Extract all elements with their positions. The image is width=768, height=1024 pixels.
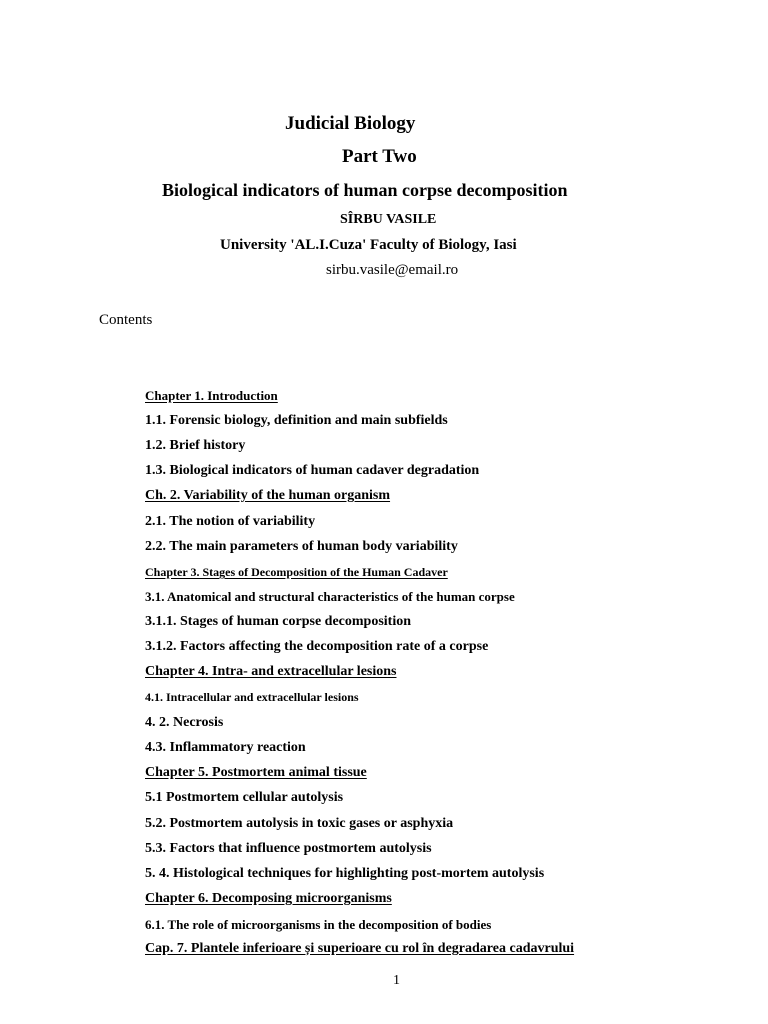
toc-chapter-3[interactable]: Chapter 3. Stages of Decomposition of the Human Cadaver <box>145 565 448 579</box>
toc-chapter-1[interactable]: Chapter 1. Introduction <box>145 388 278 403</box>
toc-item-1-2: 1.2. Brief history <box>145 438 246 453</box>
toc-item-1-1: 1.1. Forensic biology, definition and main subfields <box>145 413 448 428</box>
toc-item-5-4: 5. 4. Histological techniques for highlighting post-mortem autolysis <box>145 866 545 881</box>
toc-item-1-3: 1.3. Biological indicators of human cadaver degradation <box>145 463 480 478</box>
toc-item-4-1: 4.1. Intracellular and extracellular lesions <box>145 690 359 704</box>
toc-chapter-5[interactable]: Chapter 5. Postmortem animal tissue <box>145 765 367 780</box>
author-name: SÎRBU VASILE <box>340 212 437 227</box>
document-subtitle: Biological indicators of human corpse decomposition <box>162 180 568 200</box>
page-number: 1 <box>393 973 400 988</box>
document-part: Part Two <box>342 146 417 167</box>
toc-item-4-3: 4.3. Inflammatory reaction <box>145 740 306 755</box>
toc-item-5-1: 5.1 Postmortem cellular autolysis <box>145 790 344 805</box>
toc-chapter-6[interactable]: Chapter 6. Decomposing microorganisms <box>145 891 392 906</box>
toc-chapter-2[interactable]: Ch. 2. Variability of the human organism <box>145 488 391 503</box>
toc-item-2-2: 2.2. The main parameters of human body variability <box>145 539 458 554</box>
toc-item-3-1: 3.1. Anatomical and structural characteristics of the human corpse <box>145 589 515 604</box>
contents-heading: Contents <box>99 312 153 328</box>
toc-item-2-1: 2.1. The notion of variability <box>145 514 316 529</box>
toc-item-6-1: 6.1. The role of microorganisms in the decomposition of bodies <box>145 917 492 932</box>
document-title: Judicial Biology <box>285 113 416 134</box>
author-affiliation: University 'AL.I.Cuza' Faculty of Biology, Iasi <box>220 237 517 253</box>
toc-chapter-7[interactable]: Cap. 7. Plantele inferioare și superioare cu rol în degradarea cadavrului <box>145 941 575 956</box>
toc-item-3-1-1: 3.1.1. Stages of human corpse decomposition <box>145 614 412 629</box>
toc-item-3-1-2: 3.1.2. Factors affecting the decomposition rate of a corpse <box>145 639 489 654</box>
toc-chapter-4[interactable]: Chapter 4. Intra- and extracellular lesions <box>145 664 397 679</box>
toc-item-4-2: 4. 2. Necrosis <box>145 715 224 730</box>
author-email: sirbu.vasile@email.ro <box>326 262 459 278</box>
toc-item-5-3: 5.3. Factors that influence postmortem autolysis <box>145 841 432 856</box>
toc-item-5-2: 5.2. Postmortem autolysis in toxic gases or asphyxia <box>145 816 454 831</box>
